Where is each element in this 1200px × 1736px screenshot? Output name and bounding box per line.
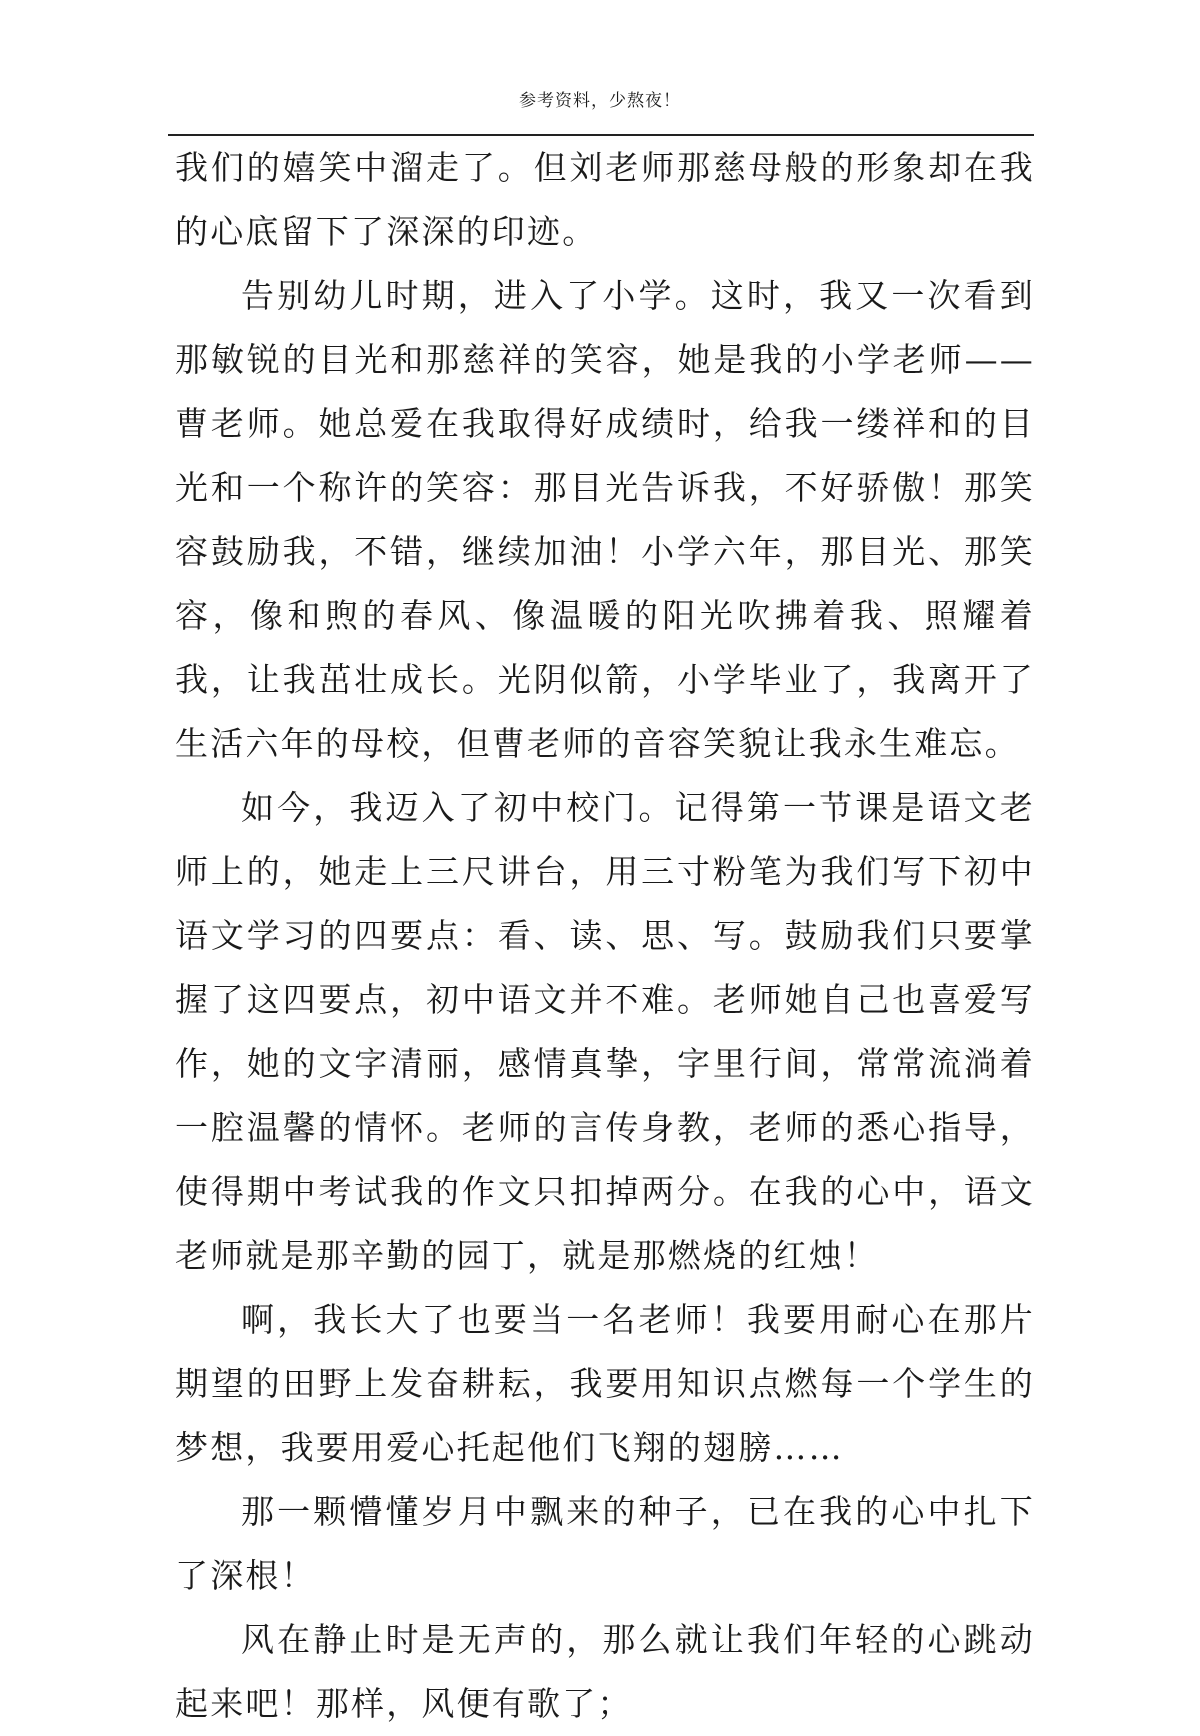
document-body xyxy=(175,136,1035,1736)
paragraph-4: 啊，我长大了也要当一名老师！我要用耐心在那片期望的田野上发奋耕耘，我要用知识点燃每一个学生的梦想，我要用爱心托起他们飞翔的翅膀…… xyxy=(175,1300,1035,1467)
paragraph-2: 告别幼儿时期，进入了小学。这时，我又一次看到那敏锐的目光和那慈祥的笑容，她是我的小学老师——曹老师。她总爱在我取得好成绩时，给我一缕祥和的目光和一个称许的笑容：那目光告诉我，不好骄傲！那笑容鼓励我，不错，继续加油！小学六年，那目光、那笑容，像和煦的春风、像温暖的阳光吹拂着我、照耀着我，让我茁壮成长。光阴似箭，小学毕业了，我离开了生活六年的母校，但曹老师的音容笑貌让我永生难忘。 xyxy=(175,276,1035,763)
paragraph-1: 我们的嬉笑中溜走了。但刘老师那慈母般的形象却在我的心底留下了深深的印迹。 xyxy=(175,148,1035,251)
paragraph-5: 那一颗懵懂岁月中飘来的种子，已在我的心中扎下了深根！ xyxy=(175,1492,1035,1595)
page-header: 参考资料，少熬夜！ xyxy=(519,91,681,111)
paragraph-6: 风在静止时是无声的，那么就让我们年轻的心跳动起来吧！那样，风便有歌了； xyxy=(175,1620,1035,1723)
paragraph-3: 如今，我迈入了初中校门。记得第一节课是语文老师上的，她走上三尺讲台，用三寸粉笔为我们写下初中语文学习的四要点：看、读、思、写。鼓励我们只要掌握了这四要点，初中语文并不难。老师她自己也喜爱写作，她的文字清丽，感情真挚，字里行间，常常流淌着一腔温馨的情怀。老师的言传身教，老师的悉心指导，使得期中考试我的作文只扣掉两分。在我的心中，语文老师就是那辛勤的园丁，就是那燃烧的红烛！ xyxy=(175,788,1035,1275)
